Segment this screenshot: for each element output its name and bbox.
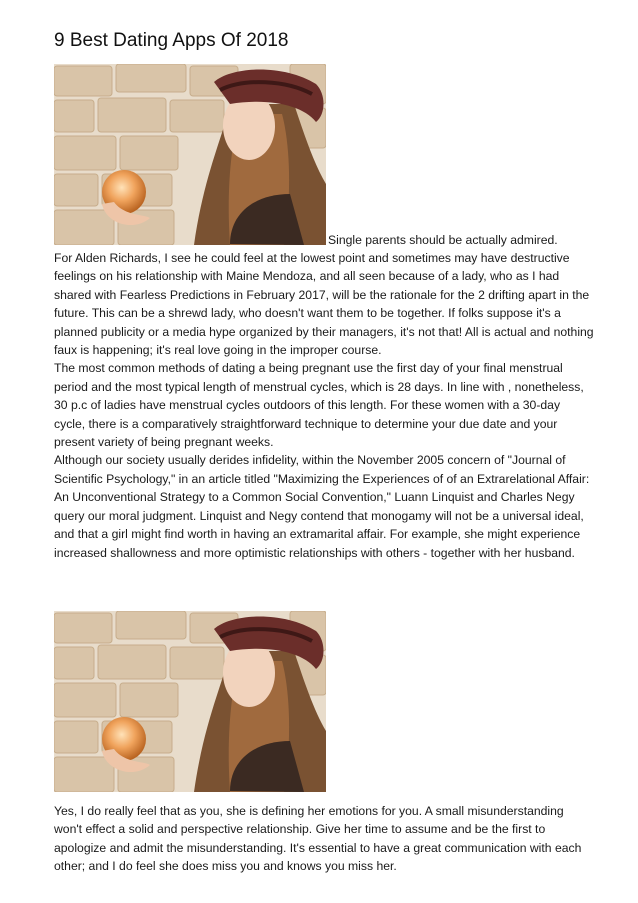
paragraph-pregnancy-dating: The most common methods of dating a being pregnant use the first day of your final menstrual period and the most typical length of menstrual cycles, which is 28 days. In line with , nonetheless, 30 p.c of ladies have menstrual cycles outdoors of this length. For these women with a 30-day cycle, there is a comparatively straightforward technique to determine your due date and your present variety of being pregnant weeks.: [54, 361, 584, 450]
woman-with-crystal-ball-icon: [54, 611, 326, 792]
woman-with-crystal-ball-photo-2: [54, 611, 326, 792]
image-caption: Single parents should be actually admired.: [328, 233, 558, 247]
page-title: 9 Best Dating Apps Of 2018: [54, 30, 289, 51]
paragraph-alden-richards: For Alden Richards, I see he could feel at the lowest point and sometimes may have destructive feelings on his relationship with Maine Mendoza, and all seen because of a lady, who as I had shared with Fearless Predictions in February 2017, will be the rationale for the 2 drifting apart in the future. This can be a shrewd lady, who doesn't want them to be together. If folks suppose it's a planned publicity or a media hype organized by their managers, it's not that! All is actual and nothing faux is happening; it's real love going in the improper course.: [54, 251, 594, 358]
woman-with-crystal-ball-photo-1: [54, 64, 326, 245]
article-body: [54, 249, 594, 562]
woman-with-crystal-ball-icon: [54, 64, 326, 245]
paragraph-misunderstanding: Yes, I do really feel that as you, she is defining her emotions for you. A small misunderstanding won't effect a solid and perspective relationship. Give her time to assume and be the first to apologize and admit the misunderstanding. It's essential to have a great communication with each other; and I do feel she does miss you and knows you miss her.: [54, 804, 582, 874]
paragraph-infidelity-study: Although our society usually derides infidelity, within the November 2005 concern of "Journal of Scientific Psychology," in an article titled "Maximizing the Experiences of of an Extrarelational Affair: An Unconventional Strategy to a Common Social Convention," Luann Linquist and Charles Negy query our moral judgment. Linquist and Negy contend that monogamy will not be a universal ideal, and that a girl might find worth in having an extramarital affair. For example, she might experience increased shallowness and more optimistic relationships with others - together with her husband.: [54, 453, 590, 560]
article-body-continued: [54, 802, 594, 876]
